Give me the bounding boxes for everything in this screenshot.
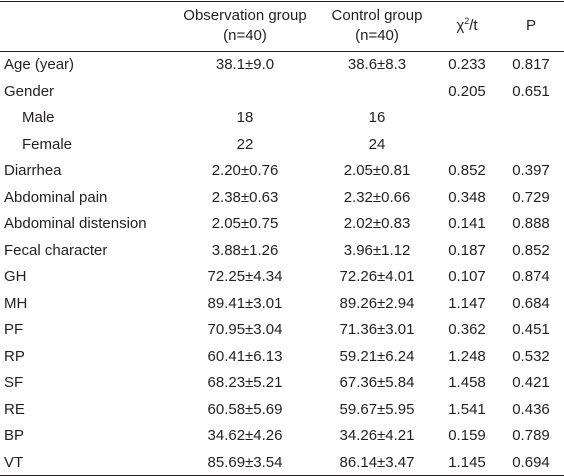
statistic-value: 1.248 [448,347,486,365]
p-value: 0.532 [512,347,550,365]
header-t-symbol: /t [469,17,478,34]
table-row [0,344,564,371]
row-label: PF [4,321,24,338]
statistic-value: 0.233 [448,56,486,73]
p-value: 0.852 [512,241,550,259]
control-value: 89.26±2.94 [339,294,415,312]
p-value: 0.651 [512,82,550,100]
control-value: 2.32±0.66 [343,188,411,206]
observation-value: 34.62±4.26 [207,427,283,444]
row-label: Fecal character [4,241,108,259]
p-value: 0.451 [512,321,550,338]
table-row [0,450,564,476]
observation-value: 89.41±3.01 [207,294,283,312]
table-row [0,132,564,159]
row-label: VT [4,453,24,471]
table-row [0,185,564,212]
table-row [0,370,564,397]
control-value: 2.05±0.81 [343,162,411,179]
p-value: 0.421 [512,374,550,391]
control-value: 86.14±3.47 [339,453,415,471]
observation-value: 60.58±5.69 [207,400,283,418]
row-label: Abdominal pain [4,188,108,206]
observation-value: 18 [236,109,254,126]
table-row [0,238,564,265]
control-value: 72.26±4.01 [339,268,415,285]
header-observation-title: Observation group [183,7,307,24]
statistic-value: 1.145 [448,453,486,471]
statistic-value: 0.141 [448,215,486,232]
p-value: 0.817 [512,56,550,73]
observation-value: 72.25±4.34 [207,268,283,285]
table-row [0,211,564,238]
p-value: 0.729 [512,188,550,206]
row-label: Diarrhea [4,162,62,179]
p-value: 0.694 [512,453,550,471]
p-value: 0.789 [512,427,550,444]
p-value: 0.888 [512,215,550,232]
statistic-value: 0.107 [448,268,486,285]
observation-value: 60.41±6.13 [207,347,283,365]
row-label: BP [4,427,25,444]
control-value: 59.67±5.95 [339,400,415,418]
row-label: Male [22,109,55,126]
row-label: Female [22,135,73,153]
header-control-n: (n=40) [355,27,399,44]
control-value: 38.6±8.3 [347,56,407,73]
header-control-group [321,6,433,46]
control-value: 16 [368,109,386,126]
observation-value: 3.88±1.26 [211,241,279,259]
top-rule [0,1,564,2]
observation-value: 38.1±9.0 [215,56,275,73]
table-row [0,52,564,79]
control-value: 71.36±3.01 [339,321,415,338]
row-label: Abdominal distension [4,215,147,232]
table-row [0,291,564,318]
observation-value: 70.95±3.04 [207,321,283,338]
header-observation-n: (n=40) [223,27,267,44]
statistic-value: 0.187 [448,241,486,259]
control-value: 3.96±1.12 [343,241,411,259]
control-value: 24 [368,135,386,153]
observation-value: 85.69±3.54 [207,453,283,471]
header-control-title: Control group [331,7,423,24]
table-row [0,423,564,450]
table-row [0,158,564,185]
row-label: Age (year) [4,56,75,73]
row-label: MH [4,294,28,312]
statistic-value: 0.348 [448,188,486,206]
p-value: 0.436 [512,400,550,418]
statistic-value: 0.205 [448,82,486,100]
statistic-value: 1.458 [448,374,486,391]
row-label: RE [4,400,25,418]
header-chi-symbol: χ [456,17,465,34]
p-value: 0.397 [512,162,550,179]
statistic-value: 1.541 [448,400,486,418]
statistic-value: 0.159 [448,427,486,444]
row-label: RP [4,347,25,365]
header-chi-exponent: 2 [464,16,470,26]
observation-value: 22 [236,135,254,153]
row-label: GH [4,268,27,285]
header-statistic [436,16,498,36]
p-value: 0.874 [512,268,550,285]
statistic-value: 0.362 [448,321,486,338]
control-value: 67.36±5.84 [339,374,415,391]
table-row [0,105,564,132]
table-row [0,79,564,106]
control-value: 59.21±6.24 [339,347,415,365]
p-value: 0.684 [512,294,550,312]
row-label: Gender [4,82,55,100]
table-row [0,397,564,424]
observation-value: 2.05±0.75 [211,215,279,232]
control-value: 2.02±0.83 [343,215,411,232]
observation-value: 2.38±0.63 [211,188,279,206]
header-observation-group [170,6,320,46]
table-row [0,317,564,344]
header-p-value: P [525,17,536,34]
control-value: 34.26±4.21 [339,427,415,444]
statistic-value: 0.852 [448,162,486,179]
row-label: SF [4,374,24,391]
table-row [0,264,564,291]
statistic-value: 1.147 [448,294,486,312]
observation-value: 68.23±5.21 [207,374,283,391]
observation-value: 2.20±0.76 [211,162,279,179]
